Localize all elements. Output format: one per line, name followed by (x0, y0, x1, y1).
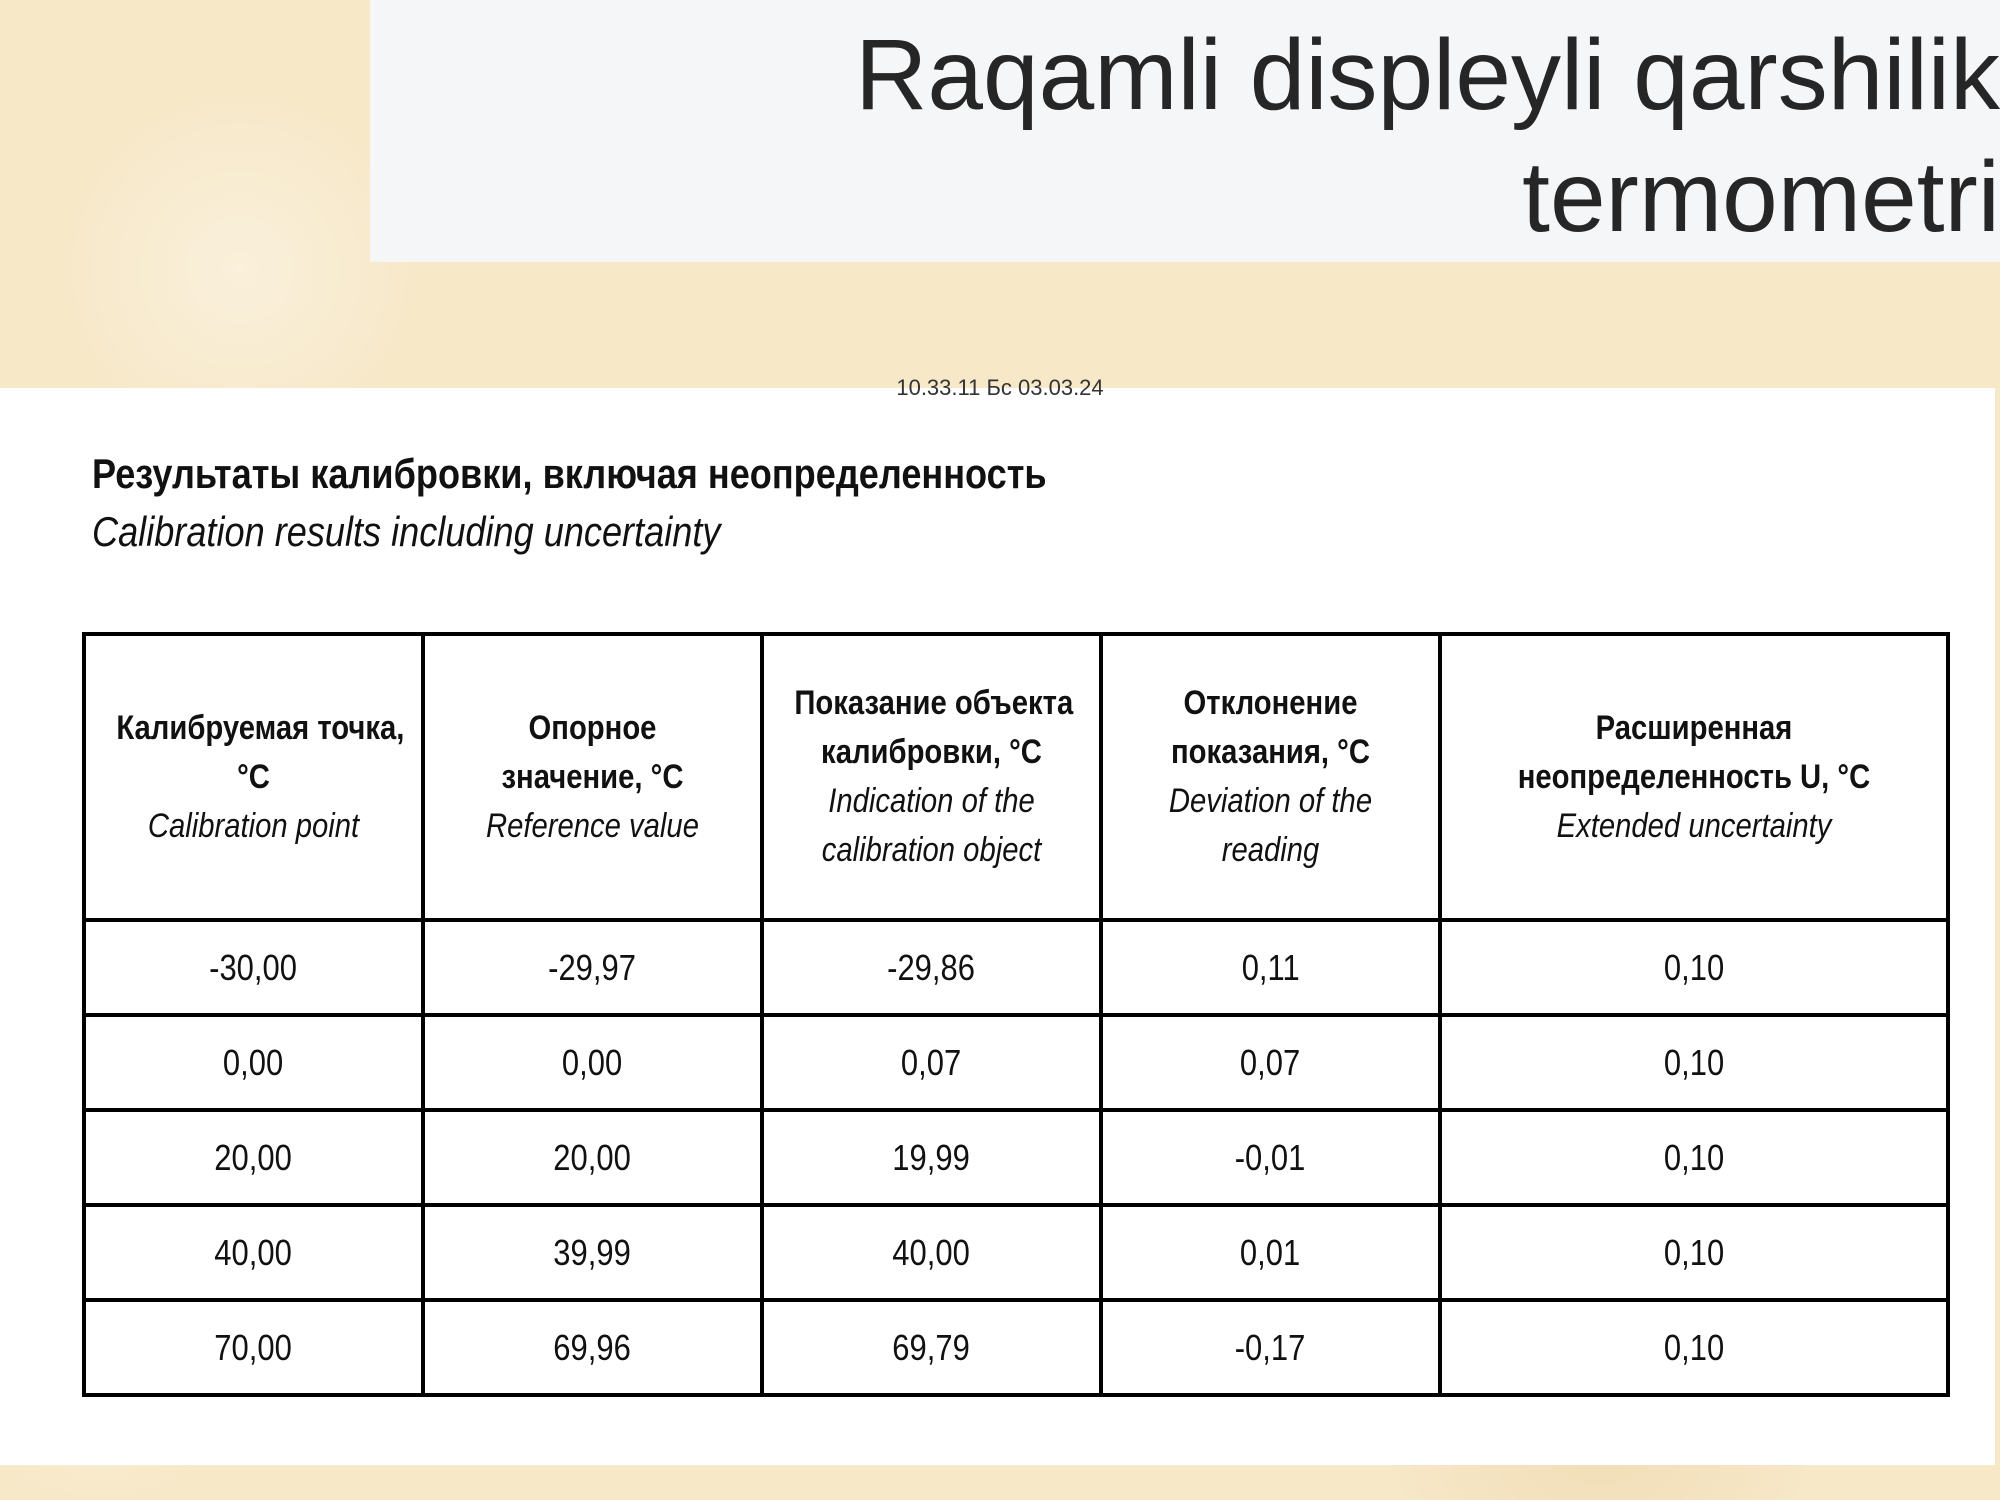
cell-deviation (1101, 1205, 1440, 1300)
column-header-ru-line: Расширенная (1595, 708, 1793, 747)
cell-value: 0,10 (1663, 1136, 1725, 1178)
cell-value: 0,10 (1663, 1041, 1725, 1083)
table-row (84, 1110, 1948, 1205)
cell-indication (762, 920, 1101, 1015)
cell-value: 19,99 (892, 1136, 971, 1178)
calibration-document (0, 375, 1995, 1465)
cell-value: -29,86 (887, 946, 976, 988)
column-header-ru-line: неопределенность U, °C (1517, 757, 1871, 796)
cell-calibration-point (84, 920, 423, 1015)
cell-value: 0,10 (1663, 1326, 1725, 1368)
cell-value: 20,00 (553, 1136, 632, 1178)
cell-value: 0,10 (1663, 946, 1725, 988)
cell-indication (762, 1110, 1101, 1205)
cell-deviation (1101, 1015, 1440, 1110)
cell-reference-value (423, 1110, 762, 1205)
cell-value: 40,00 (892, 1231, 971, 1273)
cell-uncertainty (1440, 1110, 1948, 1205)
cell-value: 0,00 (223, 1041, 284, 1083)
title-panel (370, 0, 2000, 262)
slide-title-line-2: termometri (1522, 141, 2000, 253)
cell-value: 0,11 (1241, 946, 1300, 988)
column-header-en-line: Reference value (486, 806, 699, 845)
table-row (84, 1205, 1948, 1300)
cell-deviation (1101, 920, 1440, 1015)
column-header-en-line: calibration object (821, 831, 1042, 869)
cell-value: 0,00 (562, 1041, 623, 1083)
column-header-reference-value (423, 634, 762, 920)
cell-indication (762, 1015, 1101, 1110)
cell-uncertainty (1440, 1300, 1948, 1395)
column-header-en-line: Calibration point (147, 806, 360, 845)
cell-calibration-point (84, 1110, 423, 1205)
cell-uncertainty (1440, 1205, 1948, 1300)
column-header-calibration-point (84, 634, 423, 920)
table-row (84, 1015, 1948, 1110)
table-header-row (84, 634, 1948, 920)
cell-value: -0,01 (1235, 1136, 1306, 1178)
cell-calibration-point (84, 1015, 423, 1110)
column-header-ru-line: калибровки, °C (821, 733, 1042, 771)
cell-calibration-point (84, 1300, 423, 1395)
column-header-en-line: reading (1221, 831, 1320, 869)
column-header-en-line: Indication of the (828, 782, 1035, 820)
cell-value: 0,01 (1240, 1231, 1301, 1273)
cell-reference-value (423, 920, 762, 1015)
column-header-en-line: Deviation of the (1168, 782, 1373, 820)
cell-reference-value (423, 1300, 762, 1395)
calibration-results-table (82, 632, 1950, 1397)
column-header-ru-line: показания, °C (1171, 733, 1370, 771)
cell-indication (762, 1300, 1101, 1395)
cell-uncertainty (1440, 920, 1948, 1015)
column-header-ru-line: значение, °C (501, 757, 684, 796)
column-header-ru-line: Отклонение (1183, 684, 1358, 722)
cell-calibration-point (84, 1205, 423, 1300)
slide-title-line-1: Raqamli displeyli qarshilik (855, 19, 2000, 131)
column-header-ru-line: °C (237, 757, 270, 796)
cell-value: 0,07 (1240, 1041, 1301, 1083)
cell-uncertainty (1440, 1015, 1948, 1110)
results-heading-ru: Результаты калибровки, включая неопределенность (92, 450, 1047, 497)
cell-value: -30,00 (209, 946, 298, 988)
table-row (84, 920, 1948, 1015)
cell-value: 69,79 (892, 1326, 971, 1368)
results-heading-en: Calibration results including uncertainty (92, 508, 721, 555)
column-header-ru-line: Опорное (528, 708, 657, 747)
cell-value: 0,10 (1663, 1231, 1725, 1273)
cell-reference-value (423, 1015, 762, 1110)
cell-reference-value (423, 1205, 762, 1300)
cut-off-header-line: 10.33.11 Бс 03.03.24 (896, 375, 1104, 400)
cell-value: -29,97 (548, 946, 637, 988)
cell-deviation (1101, 1300, 1440, 1395)
cell-value: 39,99 (553, 1231, 632, 1273)
cell-deviation (1101, 1110, 1440, 1205)
column-header-extended-uncertainty (1440, 634, 1948, 920)
cell-value: 40,00 (214, 1231, 293, 1273)
column-header-ru-line: Показание объекта (794, 684, 1074, 722)
cell-value: -0,17 (1235, 1326, 1306, 1368)
column-header-deviation (1101, 634, 1440, 920)
column-header-indication (762, 634, 1101, 920)
table-row (84, 1300, 1948, 1395)
cell-value: 70,00 (214, 1326, 293, 1368)
cell-value: 69,96 (553, 1326, 632, 1368)
cell-value: 0,07 (901, 1041, 962, 1083)
column-header-ru-line: Калибруемая точка, (116, 708, 405, 747)
cell-indication (762, 1205, 1101, 1300)
cell-value: 20,00 (214, 1136, 293, 1178)
column-header-en-line: Extended uncertainty (1556, 806, 1832, 845)
slide-title (855, 14, 2000, 258)
